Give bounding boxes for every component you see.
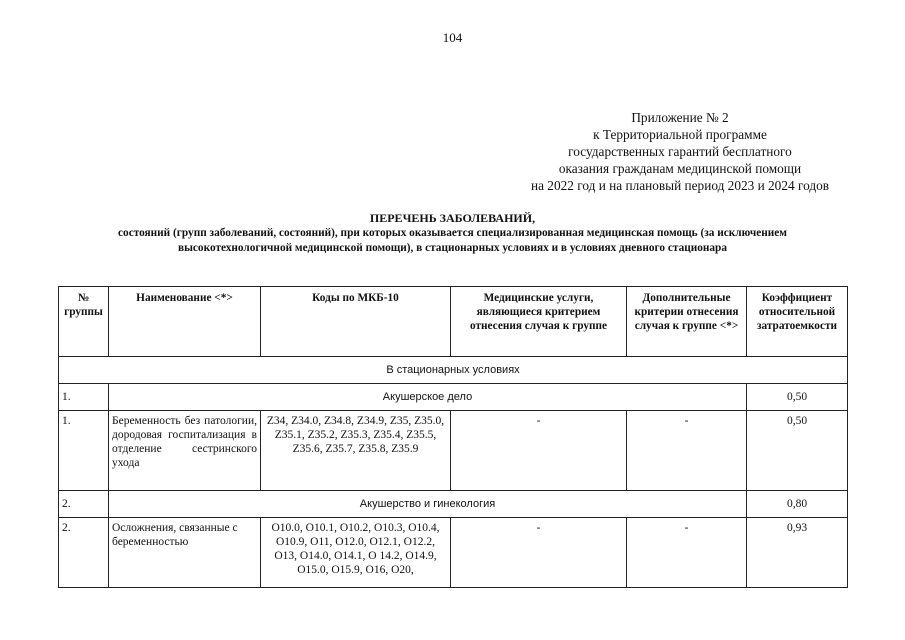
row-medical-services: - bbox=[451, 518, 627, 588]
appendix-line: оказания гражданам медицинской помощи bbox=[558, 161, 802, 176]
table-row bbox=[59, 518, 848, 588]
row-name: Беременность без патологии, дородовая госпитализация в отделение сестринского ухода bbox=[109, 411, 261, 491]
profile-number: 1. bbox=[59, 384, 109, 411]
list-title-heading: ПЕРЕЧЕНЬ ЗАБОЛЕВАНИЙ, bbox=[369, 211, 536, 225]
profile-coefficient: 0,50 bbox=[747, 384, 848, 411]
appendix-line: к Территориальной программе bbox=[593, 127, 767, 142]
profile-name: Акушерское дело bbox=[109, 384, 747, 411]
list-title-subline: состояний (групп заболеваний, состояний), при которых оказывается специализированная медицинская помощь (за исключением bbox=[118, 227, 787, 239]
profile-row bbox=[59, 384, 848, 411]
table-row bbox=[59, 411, 848, 491]
header-name: Наименование <*> bbox=[109, 287, 261, 357]
section-row bbox=[59, 357, 848, 384]
row-additional-criteria: - bbox=[627, 411, 747, 491]
row-number: 2. bbox=[59, 518, 109, 588]
diseases-table bbox=[58, 286, 848, 588]
row-additional-criteria: - bbox=[627, 518, 747, 588]
appendix-line: Приложение № 2 bbox=[631, 110, 729, 125]
profile-coefficient: 0,80 bbox=[747, 491, 848, 518]
header-additional-criteria: Дополнительные критерии отнесения случая к группе <*> bbox=[627, 287, 747, 357]
page-number: 104 bbox=[442, 30, 463, 45]
row-coefficient: 0,93 bbox=[747, 518, 848, 588]
row-name: Осложнения, связанные с беременностью bbox=[109, 518, 261, 588]
profile-name: Акушерство и гинекология bbox=[109, 491, 747, 518]
table-header-row bbox=[59, 287, 848, 357]
appendix-header bbox=[470, 109, 890, 194]
section-title: В стационарных условиях bbox=[59, 357, 848, 384]
profile-row bbox=[59, 491, 848, 518]
header-icd-codes: Коды по МКБ-10 bbox=[261, 287, 451, 357]
row-icd-codes: Z34, Z34.0, Z34.8, Z34.9, Z35, Z35.0, Z35.1, Z35.2, Z35.3, Z35.4, Z35.5, Z35.6, Z35.7, Z35.8, Z35.9 bbox=[261, 411, 451, 491]
appendix-line: государственных гарантий бесплатного bbox=[568, 144, 792, 159]
row-icd-codes: O10.0, O10.1, O10.2, O10.3, O10.4, O10.9, O11, O12.0, O12.1, O12.2, O13, O14.0, O14.1, O 14.2, O14.9, O15.0, O15.9, O16, O20, bbox=[261, 518, 451, 588]
row-coefficient: 0,50 bbox=[747, 411, 848, 491]
list-title-subline: высокотехнологичной медицинской помощи), в стационарных условиях и в условиях дневного стационара bbox=[178, 242, 727, 254]
profile-number: 2. bbox=[59, 491, 109, 518]
header-medical-services: Медицинские услуги, являющиеся критерием отнесения случая к группе bbox=[451, 287, 627, 357]
header-cost-coefficient: Коэффициент относительной затратоемкости bbox=[747, 287, 848, 357]
list-title bbox=[30, 211, 875, 256]
appendix-line: на 2022 год и на плановый период 2023 и 2024 годов bbox=[530, 178, 830, 193]
row-medical-services: - bbox=[451, 411, 627, 491]
row-number: 1. bbox=[59, 411, 109, 491]
header-group-number: № группы bbox=[59, 287, 109, 357]
